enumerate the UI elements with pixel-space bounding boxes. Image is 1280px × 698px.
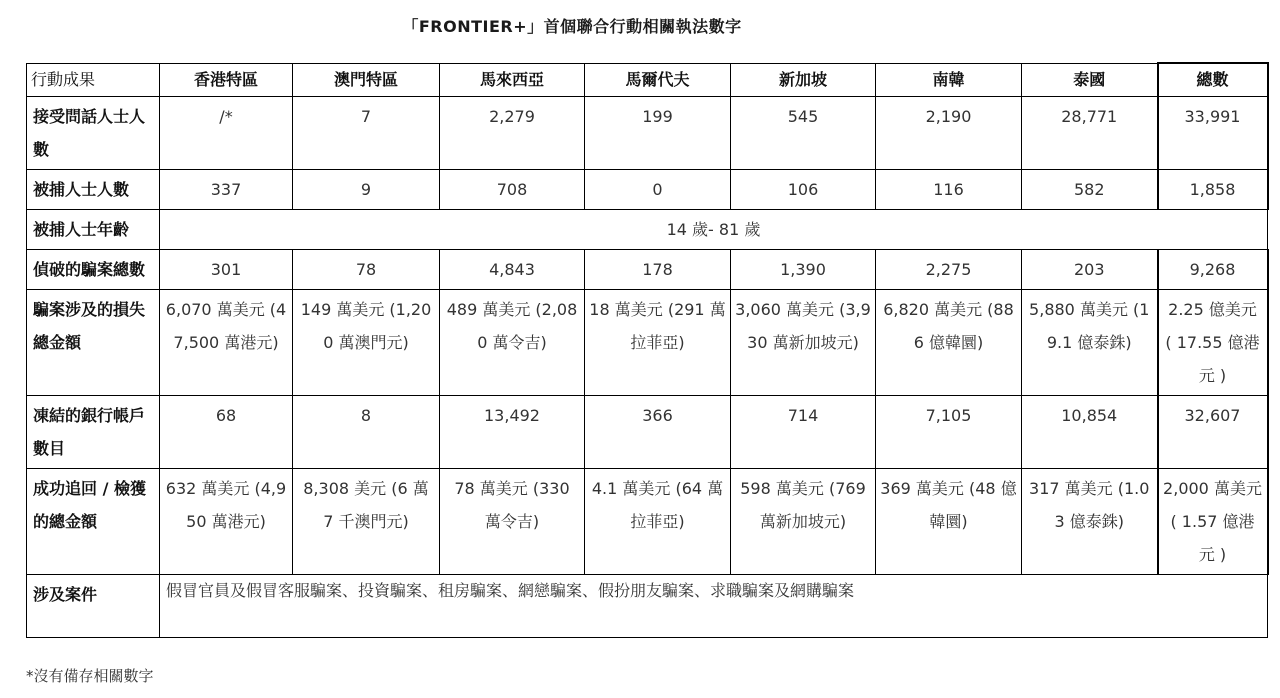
table-cell: 28,771: [1022, 97, 1158, 170]
document-title: 「FRONTIER+」首個聯合行動相關執法數字: [402, 17, 742, 36]
table-cell: 18 萬美元 (291 萬拉菲亞): [585, 290, 731, 396]
table-cell: 366: [585, 396, 731, 469]
table-row-enquiries: [27, 97, 1268, 170]
table-cell: 203: [1022, 250, 1158, 290]
table-cell: 116: [876, 170, 1022, 210]
table-cell: 68: [160, 396, 293, 469]
table-cell: 8: [293, 396, 440, 469]
table-cell: 8,308 美元 (6 萬 7 千澳門元): [293, 469, 440, 575]
row-label: 凍結的銀行帳戶數目: [27, 396, 160, 469]
total-cell: 33,991: [1158, 97, 1268, 170]
table-cell: 317 萬美元 (1.03 億泰銖): [1022, 469, 1158, 575]
table-row-age: [27, 210, 1268, 250]
table-cell: 149 萬美元 (1,200 萬澳門元): [293, 290, 440, 396]
total-cell: 32,607: [1158, 396, 1268, 469]
row-label: 涉及案件: [27, 575, 160, 638]
header-outcome: 行動成果: [27, 63, 160, 97]
footnote: *沒有備存相關數字: [26, 667, 154, 685]
table-cell: 489 萬美元 (2,080 萬令吉): [440, 290, 585, 396]
table-cell: 3,060 萬美元 (3,930 萬新加坡元): [731, 290, 876, 396]
total-cell: 1,858: [1158, 170, 1268, 210]
row-label: 偵破的騙案總數: [27, 250, 160, 290]
row-label: 成功追回 / 檢獲的總金額: [27, 469, 160, 575]
case-types-cell: 假冒官員及假冒客服騙案、投資騙案、租房騙案、網戀騙案、假扮朋友騙案、求職騙案及網購騙案: [160, 575, 1268, 638]
table-cell: 6,070 萬美元 (47,500 萬港元): [160, 290, 293, 396]
table-cell: 5,880 萬美元 (19.1 億泰銖): [1022, 290, 1158, 396]
table-row-arrested: [27, 170, 1268, 210]
table-cell: 2,279: [440, 97, 585, 170]
table-cell: 6,820 萬美元 (886 億韓圜): [876, 290, 1022, 396]
total-cell: 2,000 萬美元 ( 1.57 億港元 ): [1158, 469, 1268, 575]
row-label: 騙案涉及的損失總金額: [27, 290, 160, 396]
table-cell: 545: [731, 97, 876, 170]
header-hong-kong: 香港特區: [160, 63, 293, 97]
row-label: 接受問話人士人數: [27, 97, 160, 170]
table-cell: 106: [731, 170, 876, 210]
table-cell: 708: [440, 170, 585, 210]
table-row-recovered: [27, 469, 1268, 575]
table-cell: /*: [160, 97, 293, 170]
table-cell: 4.1 萬美元 (64 萬拉菲亞): [585, 469, 731, 575]
table-row-frozen-accounts: [27, 396, 1268, 469]
header-macao: 澳門特區: [293, 63, 440, 97]
age-range-cell: 14 歲- 81 歲: [160, 210, 1268, 250]
table-cell: 582: [1022, 170, 1158, 210]
row-label: 被捕人士年齡: [27, 210, 160, 250]
table-row-cases-detected: [27, 250, 1268, 290]
table-cell: 7: [293, 97, 440, 170]
table-cell: 714: [731, 396, 876, 469]
total-cell: 2.25 億美元 ( 17.55 億港元 ): [1158, 290, 1268, 396]
table-row-losses: [27, 290, 1268, 396]
header-singapore: 新加坡: [731, 63, 876, 97]
table-cell: 4,843: [440, 250, 585, 290]
table-cell: 337: [160, 170, 293, 210]
header-maldives: 馬爾代夫: [585, 63, 731, 97]
table-cell: 78: [293, 250, 440, 290]
table-cell: 369 萬美元 (48 億韓圜): [876, 469, 1022, 575]
table-cell: 2,275: [876, 250, 1022, 290]
table-cell: 1,390: [731, 250, 876, 290]
table-cell: 10,854: [1022, 396, 1158, 469]
header-row: [27, 63, 1268, 97]
table-cell: 199: [585, 97, 731, 170]
table-cell: 9: [293, 170, 440, 210]
table-cell: 2,190: [876, 97, 1022, 170]
total-cell: 9,268: [1158, 250, 1268, 290]
table-cell: 7,105: [876, 396, 1022, 469]
header-south-korea: 南韓: [876, 63, 1022, 97]
row-label: 被捕人士人數: [27, 170, 160, 210]
table-cell: 301: [160, 250, 293, 290]
table-cell: 0: [585, 170, 731, 210]
table-cell: 13,492: [440, 396, 585, 469]
header-malaysia: 馬來西亞: [440, 63, 585, 97]
table-cell: 78 萬美元 (330 萬令吉): [440, 469, 585, 575]
header-total: 總數: [1158, 63, 1268, 97]
table-cell: 598 萬美元 (769 萬新加坡元): [731, 469, 876, 575]
table-cell: 632 萬美元 (4,950 萬港元): [160, 469, 293, 575]
header-thailand: 泰國: [1022, 63, 1158, 97]
enforcement-figures-table: [26, 62, 1269, 638]
table-cell: 178: [585, 250, 731, 290]
table-row-case-types: [27, 575, 1268, 638]
